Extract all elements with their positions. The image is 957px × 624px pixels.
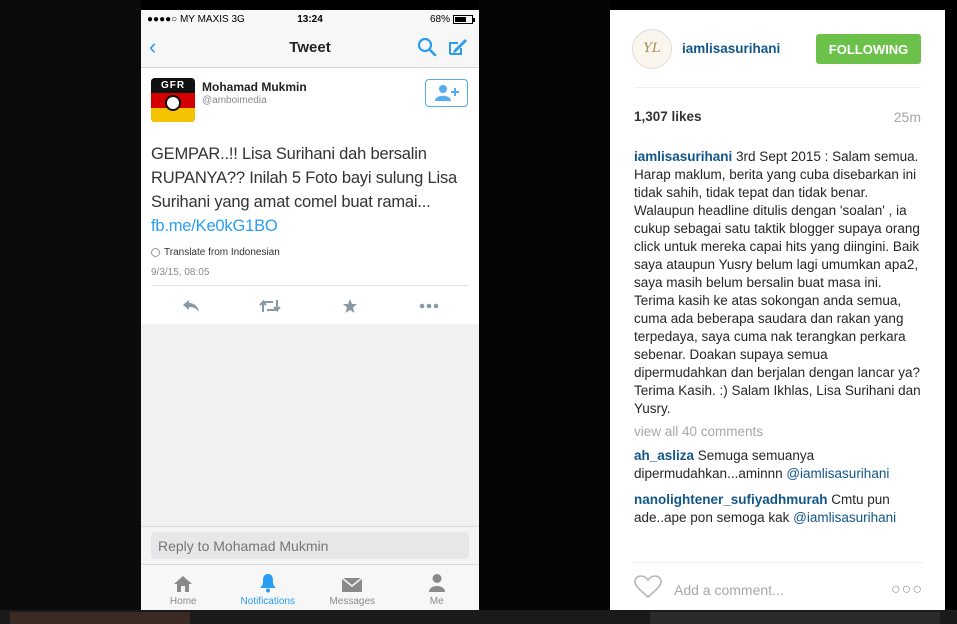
status-time: 13:24 (297, 13, 323, 25)
post-username[interactable]: iamlisasurihani (682, 41, 781, 56)
comment-username[interactable]: nanolightener_sufiyadhmurah (634, 492, 828, 507)
comment-mention[interactable]: @iamlisasurihani (793, 510, 897, 525)
back-chevron-icon[interactable]: ‹ (149, 34, 157, 59)
retweet-icon[interactable] (255, 294, 285, 318)
background-left (0, 0, 141, 624)
comment-text: Cmtu pun ade..ape pon semoga kak (634, 492, 890, 525)
battery-percent: 68% (429, 13, 450, 25)
view-all-comments-link[interactable]: view all 40 comments (634, 424, 764, 439)
person-icon (428, 573, 446, 593)
background-middle (479, 0, 610, 624)
more-options-icon[interactable] (414, 294, 444, 318)
home-icon (173, 575, 193, 593)
post-age: 25m (893, 109, 921, 125)
heart-icon[interactable] (634, 575, 662, 604)
following-button[interactable]: FOLLOWING (816, 34, 921, 64)
post-caption (610, 148, 945, 418)
page-title: Tweet (289, 39, 331, 56)
battery-icon (453, 15, 473, 24)
search-icon[interactable] (417, 37, 437, 62)
add-user-icon (434, 84, 460, 102)
carrier-label: ●●●●○ MY MAXIS 3G (147, 13, 245, 25)
tab-messages[interactable]: Messages (310, 565, 395, 610)
tweet-text: GEMPAR..!! Lisa Surihani dah bersalin RUPANYA?? Inilah 5 Foto bayi sulung Lisa Surihani yang amat comel buat ramai... fb.me/Ke0kG1BO (151, 145, 457, 235)
comment (610, 447, 945, 483)
likes-count[interactable]: 1,307 likes (634, 109, 702, 124)
add-comment-row (634, 562, 923, 604)
follow-user-button[interactable] (425, 79, 468, 107)
likes-row (610, 109, 945, 125)
comment-text: Semuga semuanya dipermudahkan...aminnn (634, 448, 815, 481)
tweet-actions (151, 285, 469, 325)
tab-home[interactable]: Home (141, 565, 226, 610)
compose-icon[interactable] (447, 37, 469, 62)
globe-icon (151, 248, 160, 257)
reply-input[interactable] (151, 532, 469, 559)
tweet-author-handle[interactable]: @amboimedia (202, 95, 267, 106)
tweet-timestamp: 9/3/15, 08:05 (151, 267, 210, 278)
twitter-phone-screen (141, 10, 479, 610)
status-bar (141, 10, 479, 28)
avatar[interactable]: GFR (151, 78, 195, 122)
comment-username[interactable]: ah_asliza (634, 448, 695, 463)
caption-username[interactable]: iamlisasurihani (634, 149, 733, 164)
background-bottom-strip (0, 610, 957, 624)
instagram-post-panel (610, 10, 945, 610)
favorite-star-icon[interactable] (335, 294, 365, 318)
reply-bar (141, 526, 479, 564)
tweet-card (141, 68, 479, 324)
bell-icon (259, 573, 277, 593)
more-options-icon[interactable]: ○○○ (891, 580, 923, 598)
post-header (610, 10, 945, 87)
comment (610, 491, 945, 527)
divider (634, 87, 921, 88)
tweet-author-name[interactable]: Mohamad Mukmin (202, 80, 307, 94)
comment-mention[interactable]: @iamlisasurihani (786, 466, 890, 481)
tab-bar (141, 564, 479, 610)
add-comment-input[interactable]: Add a comment... (674, 581, 784, 598)
avatar[interactable]: YL (632, 29, 672, 69)
caption-text: 3rd Sept 2015 : Salam semua. Harap maklum, berita yang cuba disebarkan ini tidak sahih, tidak tepat dan tidak benar. Walaupun headline ditulis dengan 'soalan' , ia cukup sebagai satu taktik blogger supaya orang click untuk mereka capai hits yang diingini. Baik saya ataupun Yusry belum lagi umumkan apa2, saya masih belum bersalin buat masa ini. Terima kasih ke atas sokongan anda semua, cuma ada beberapa saudara dan rakan yang terpedaya, saya cuma nak terangkan perkara sebenar. Doakan supaya semua dipermudahkan dan berjalan dengan lancar ya? Terima Kasih. :) Salam Ikhlas, Lisa Surihani dan Yusry. (634, 149, 921, 416)
tweet-link[interactable]: fb.me/Ke0kG1BO (151, 217, 278, 235)
tab-me[interactable]: Me (395, 565, 480, 610)
tab-notifications[interactable]: Notifications (226, 565, 311, 610)
envelope-icon (341, 577, 363, 593)
navigation-bar (141, 28, 479, 68)
translate-link[interactable]: Translate from Indonesian (151, 247, 469, 258)
reply-icon[interactable] (176, 294, 206, 318)
